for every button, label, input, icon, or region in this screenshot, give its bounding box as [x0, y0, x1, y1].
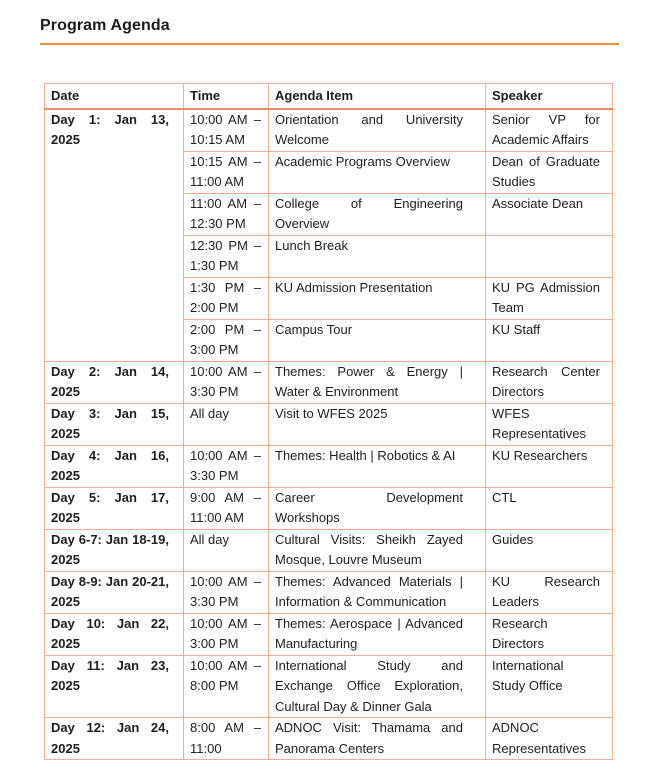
time-cell: 10:00 AM – 3:00 PM — [184, 613, 269, 655]
table-row — [45, 718, 613, 760]
date-cell: Day 4: Jan 16, 2025 — [45, 445, 184, 487]
speaker-cell: KU Researchers — [486, 445, 613, 487]
time-cell: 10:15 AM – 11:00 AM — [184, 151, 269, 193]
agenda-item-cell: College of Engineering Overview — [269, 193, 486, 235]
time-cell: 10:00 AM – 3:30 PM — [184, 361, 269, 403]
speaker-cell: Research Directors — [486, 613, 613, 655]
date-cell: Day 12: Jan 24, 2025 — [45, 718, 184, 760]
time-cell: 12:30 PM – 1:30 PM — [184, 235, 269, 277]
speaker-cell: Associate Dean — [486, 193, 613, 235]
speaker-cell: KU Research Leaders — [486, 571, 613, 613]
agenda-item-cell: Career Development Workshops — [269, 487, 486, 529]
speaker-cell: International Study Office — [486, 655, 613, 718]
time-cell: 1:30 PM – 2:00 PM — [184, 277, 269, 319]
time-cell: 10:00 AM – 8:00 PM — [184, 655, 269, 718]
speaker-cell: Senior VP for Academic Affairs — [486, 109, 613, 152]
speaker-cell: Research Center Directors — [486, 361, 613, 403]
agenda-item-cell: Themes: Advanced Materials | Information & Communication — [269, 571, 486, 613]
agenda-item-cell: Themes: Aerospace | Advanced Manufacturing — [269, 613, 486, 655]
date-cell: Day 8-9: Jan 20-21, 2025 — [45, 571, 184, 613]
table-row — [45, 571, 613, 613]
speaker-cell: Dean of Graduate Studies — [486, 151, 613, 193]
header-row — [45, 84, 613, 109]
speaker-cell: KU PG Admission Team — [486, 277, 613, 319]
time-cell: 10:00 AM – 3:30 PM — [184, 445, 269, 487]
table-row — [45, 655, 613, 718]
column-header-speaker: Speaker — [486, 84, 613, 109]
title-underline — [40, 43, 619, 45]
time-cell: All day — [184, 403, 269, 445]
agenda-table-header — [45, 84, 613, 109]
date-cell: Day 6-7: Jan 18-19, 2025 — [45, 529, 184, 571]
date-cell: Day 10: Jan 22, 2025 — [45, 613, 184, 655]
date-cell: Day 1: Jan 13, 2025 — [45, 109, 184, 362]
agenda-item-cell: Cultural Visits: Sheikh Zayed Mosque, Louvre Museum — [269, 529, 486, 571]
time-cell: All day — [184, 529, 269, 571]
agenda-item-cell: Themes: Power & Energy | Water & Environment — [269, 361, 486, 403]
table-row — [45, 613, 613, 655]
agenda-item-cell: Lunch Break — [269, 235, 486, 277]
column-header-date: Date — [45, 84, 184, 109]
date-cell: Day 5: Jan 17, 2025 — [45, 487, 184, 529]
page-title: Program Agenda — [40, 17, 170, 34]
date-cell: Day 2: Jan 14, 2025 — [45, 361, 184, 403]
table-row — [45, 109, 613, 152]
time-cell: 11:00 AM – 12:30 PM — [184, 193, 269, 235]
agenda-item-cell: Academic Programs Overview — [269, 151, 486, 193]
agenda-item-cell: International Study and Exchange Office Exploration, Cultural Day & Dinner Gala — [269, 655, 486, 718]
time-cell: 2:00 PM – 3:00 PM — [184, 319, 269, 361]
agenda-item-cell: Campus Tour — [269, 319, 486, 361]
time-cell: 9:00 AM – 11:00 AM — [184, 487, 269, 529]
speaker-cell — [486, 235, 613, 277]
speaker-cell: KU Staff — [486, 319, 613, 361]
table-row — [45, 487, 613, 529]
agenda-item-cell: KU Admission Presentation — [269, 277, 486, 319]
time-cell: 10:00 AM – 10:15 AM — [184, 109, 269, 152]
agenda-table-body — [45, 109, 613, 760]
table-row — [45, 445, 613, 487]
speaker-cell: CTL — [486, 487, 613, 529]
table-row — [45, 529, 613, 571]
table-row — [45, 361, 613, 403]
table-row — [45, 403, 613, 445]
speaker-cell: ADNOC Representatives — [486, 718, 613, 760]
column-header-agenda-item: Agenda Item — [269, 84, 486, 109]
speaker-cell: Guides — [486, 529, 613, 571]
time-cell: 10:00 AM – 3:30 PM — [184, 571, 269, 613]
speaker-cell: WFES Representatives — [486, 403, 613, 445]
date-cell: Day 11: Jan 23, 2025 — [45, 655, 184, 718]
date-cell: Day 3: Jan 15, 2025 — [45, 403, 184, 445]
agenda-item-cell: ADNOC Visit: Thamama and Panorama Centers — [269, 718, 486, 760]
time-cell: 8:00 AM – 11:00 — [184, 718, 269, 760]
agenda-table — [44, 83, 613, 760]
column-header-time: Time — [184, 84, 269, 109]
agenda-item-cell: Orientation and University Welcome — [269, 109, 486, 152]
agenda-item-cell: Themes: Health | Robotics & AI — [269, 445, 486, 487]
agenda-item-cell: Visit to WFES 2025 — [269, 403, 486, 445]
